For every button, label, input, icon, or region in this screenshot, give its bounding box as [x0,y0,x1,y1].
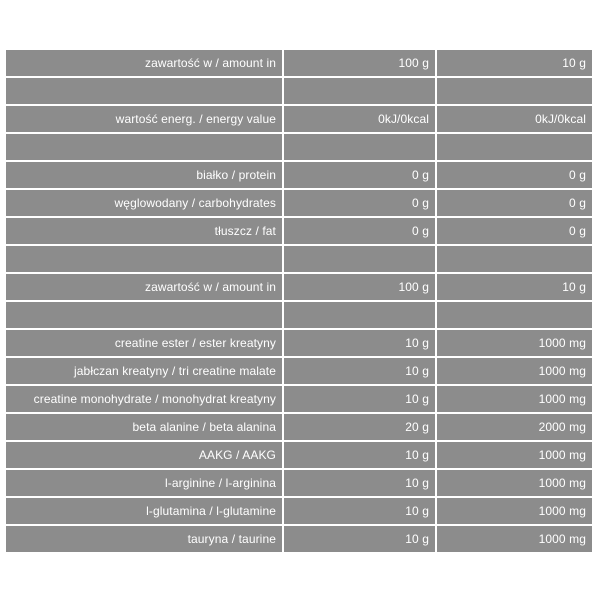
table-row [6,442,592,470]
row-label-cell: tauryna / taurine [6,526,284,554]
per-10g-cell: 1000 mg [437,498,592,526]
table-row [6,526,592,554]
row-label-cell [6,246,284,274]
per-10g-cell [437,78,592,106]
row-label-cell: tłuszcz / fat [6,218,284,246]
per-10g-cell: 1000 mg [437,358,592,386]
per-100g-cell [284,78,437,106]
table-row [6,498,592,526]
row-label-cell: zawartość w / amount in [6,50,284,78]
per-100g-cell: 10 g [284,470,437,498]
per-100g-cell: 20 g [284,414,437,442]
per-10g-cell: 2000 mg [437,414,592,442]
per-100g-cell: 0 g [284,218,437,246]
per-100g-cell: 10 g [284,526,437,554]
per-100g-cell: 0 g [284,190,437,218]
row-label-cell: wartość energ. / energy value [6,106,284,134]
per-10g-cell: 10 g [437,50,592,78]
nutrition-table [6,50,592,554]
per-100g-cell [284,134,437,162]
table-row [6,274,592,302]
row-label-cell [6,78,284,106]
table-row [6,302,592,330]
table-row [6,218,592,246]
per-10g-cell: 0kJ/0kcal [437,106,592,134]
per-100g-cell: 100 g [284,50,437,78]
per-10g-cell: 1000 mg [437,330,592,358]
row-label-cell: l-arginine / l-arginina [6,470,284,498]
per-100g-cell: 10 g [284,330,437,358]
per-100g-cell: 10 g [284,358,437,386]
table-row [6,386,592,414]
table-row [6,78,592,106]
table-row [6,330,592,358]
per-10g-cell: 1000 mg [437,526,592,554]
per-100g-cell [284,302,437,330]
table-row [6,162,592,190]
table-row [6,106,592,134]
table-row [6,50,592,78]
row-label-cell: AAKG / AAKG [6,442,284,470]
per-10g-cell: 1000 mg [437,442,592,470]
row-label-cell: jabłczan kreatyny / tri creatine malate [6,358,284,386]
nutrition-table-body [6,50,592,554]
per-10g-cell: 0 g [437,190,592,218]
per-10g-cell: 1000 mg [437,470,592,498]
row-label-cell: zawartość w / amount in [6,274,284,302]
table-row [6,134,592,162]
per-100g-cell: 0kJ/0kcal [284,106,437,134]
table-row [6,358,592,386]
row-label-cell [6,302,284,330]
per-10g-cell [437,302,592,330]
per-10g-cell [437,246,592,274]
per-100g-cell: 10 g [284,498,437,526]
row-label-cell: creatine ester / ester kreatyny [6,330,284,358]
per-10g-cell: 0 g [437,162,592,190]
per-100g-cell: 0 g [284,162,437,190]
per-10g-cell: 0 g [437,218,592,246]
per-100g-cell: 100 g [284,274,437,302]
table-row [6,190,592,218]
table-row [6,246,592,274]
per-10g-cell: 1000 mg [437,386,592,414]
row-label-cell: węglowodany / carbohydrates [6,190,284,218]
row-label-cell: l-glutamina / l-glutamine [6,498,284,526]
table-row [6,414,592,442]
row-label-cell: białko / protein [6,162,284,190]
row-label-cell: beta alanine / beta alanina [6,414,284,442]
per-10g-cell: 10 g [437,274,592,302]
row-label-cell: creatine monohydrate / monohydrat kreatyny [6,386,284,414]
table-row [6,470,592,498]
per-100g-cell: 10 g [284,442,437,470]
per-100g-cell [284,246,437,274]
per-10g-cell [437,134,592,162]
row-label-cell [6,134,284,162]
per-100g-cell: 10 g [284,386,437,414]
